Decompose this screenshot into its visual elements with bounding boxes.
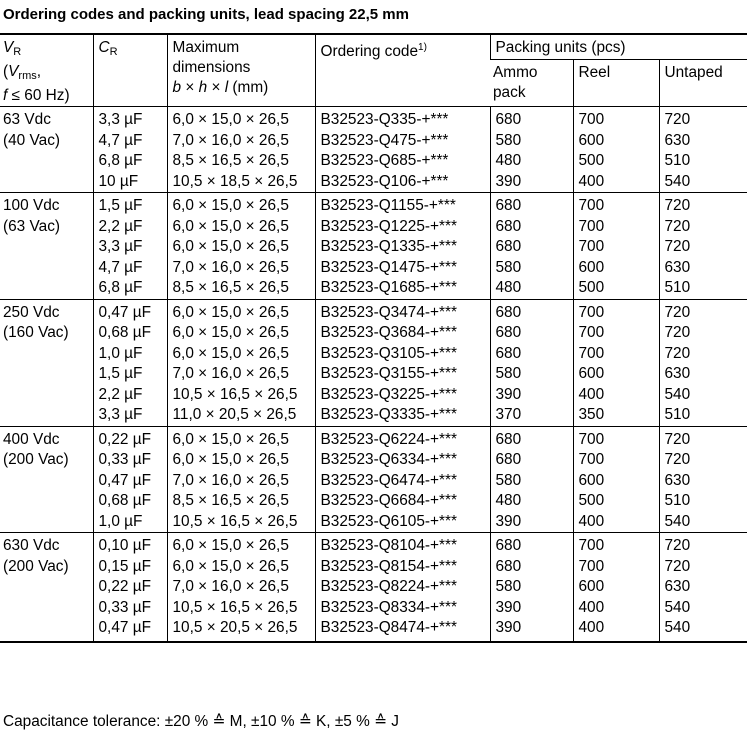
dimensions-cell: 7,0 × 16,0 × 26,5 (167, 131, 315, 152)
dimensions-cell: 10,5 × 18,5 × 26,5 (167, 172, 315, 193)
reel-cell: 500 (573, 151, 659, 172)
table-row (0, 151, 747, 172)
ammo-pack-cell: 680 (490, 323, 573, 344)
ammo-pack-cell: 390 (490, 598, 573, 619)
capacitance-cell: 0,22 µF (93, 426, 167, 450)
ammo-pack-cell: 580 (490, 577, 573, 598)
reel-cell: 400 (573, 385, 659, 406)
capacitance-cell: 0,33 µF (93, 598, 167, 619)
ordering-code-cell: B32523-Q1475-+*** (315, 258, 490, 279)
capacitance-cell: 0,47 µF (93, 618, 167, 642)
dimensions-cell: 6,0 × 15,0 × 26,5 (167, 193, 315, 217)
untaped-cell: 720 (659, 193, 747, 217)
capacitance-cell: 2,2 µF (93, 385, 167, 406)
table-row (0, 618, 747, 642)
reel-cell: 400 (573, 618, 659, 642)
dimensions-cell: 6,0 × 15,0 × 26,5 (167, 344, 315, 365)
untaped-cell: 540 (659, 512, 747, 533)
ammo-pack-cell: 680 (490, 237, 573, 258)
untaped-cell: 540 (659, 172, 747, 193)
dimensions-cell: 7,0 × 16,0 × 26,5 (167, 364, 315, 385)
table-row (0, 598, 747, 619)
voltage-ac: (200 Vac) (3, 557, 69, 575)
reel-cell: 700 (573, 344, 659, 365)
voltage-ac: (40 Vac) (3, 131, 61, 149)
table-row (0, 193, 747, 217)
voltage-ac: (160 Vac) (3, 324, 69, 341)
header-untaped: Untaped (659, 59, 747, 106)
untaped-cell: 720 (659, 344, 747, 365)
untaped-cell: 720 (659, 557, 747, 578)
ammo-pack-cell: 680 (490, 299, 573, 323)
table-row (0, 131, 747, 152)
voltage-cell (0, 533, 93, 557)
dimensions-cell: 8,5 × 16,5 × 26,5 (167, 151, 315, 172)
untaped-cell: 510 (659, 151, 747, 172)
capacitance-cell: 3,3 µF (93, 405, 167, 426)
ordering-code-cell: B32523-Q3225-+*** (315, 385, 490, 406)
ordering-code-cell: B32523-Q475-+*** (315, 131, 490, 152)
capacitance-cell: 2,2 µF (93, 217, 167, 238)
table-row (0, 344, 747, 365)
reel-cell: 600 (573, 364, 659, 385)
reel-cell: 700 (573, 193, 659, 217)
capacitance-cell: 1,0 µF (93, 512, 167, 533)
reel-cell: 400 (573, 598, 659, 619)
reel-cell: 700 (573, 323, 659, 344)
untaped-cell: 720 (659, 299, 747, 323)
header-packing-units: Packing units (pcs) (490, 34, 747, 59)
reel-cell: 700 (573, 237, 659, 258)
ammo-pack-cell: 680 (490, 450, 573, 471)
table-row (0, 512, 747, 533)
capacitance-cell: 4,7 µF (93, 258, 167, 279)
capacitance-cell: 0,47 µF (93, 471, 167, 492)
ordering-codes-table (0, 33, 747, 643)
untaped-cell: 720 (659, 450, 747, 471)
header-ammo-pack: Ammo pack (490, 59, 573, 106)
ordering-code-cell: B32523-Q6334-+*** (315, 450, 490, 471)
table-row (0, 172, 747, 193)
voltage-dc: 250 Vdc (3, 303, 60, 321)
voltage-cell (0, 323, 93, 344)
reel-cell: 500 (573, 278, 659, 299)
voltage-cell (0, 193, 93, 217)
capacitance-cell: 1,5 µF (93, 193, 167, 217)
voltage-cell (0, 237, 93, 258)
voltage-dc: 63 Vdc (3, 111, 51, 128)
dimensions-cell: 10,5 × 16,5 × 26,5 (167, 512, 315, 533)
header-row (0, 34, 747, 59)
voltage-cell (0, 278, 93, 299)
capacitance-cell: 10 µF (93, 172, 167, 193)
dimensions-cell: 10,5 × 20,5 × 26,5 (167, 618, 315, 642)
table-title: Ordering codes and packing units, lead spacing 22,5 mm (3, 6, 409, 23)
ammo-pack-cell: 680 (490, 557, 573, 578)
dimensions-cell: 6,0 × 15,0 × 26,5 (167, 533, 315, 557)
table-row (0, 577, 747, 598)
voltage-cell (0, 172, 93, 193)
voltage-ac: (63 Vac) (3, 217, 61, 235)
table-row (0, 385, 747, 406)
dimensions-cell: 7,0 × 16,0 × 26,5 (167, 258, 315, 279)
ordering-code-cell: B32523-Q3105-+*** (315, 344, 490, 365)
reel-cell: 700 (573, 450, 659, 471)
reel-cell: 600 (573, 577, 659, 598)
voltage-cell (0, 426, 93, 450)
dimensions-cell: 6,0 × 15,0 × 26,5 (167, 450, 315, 471)
table-row (0, 107, 747, 131)
capacitance-cell: 0,15 µF (93, 557, 167, 578)
dimensions-cell: 6,0 × 15,0 × 26,5 (167, 237, 315, 258)
capacitance-cell: 0,47 µF (93, 299, 167, 323)
header-rated-capacitance: $C_R$ (93, 34, 167, 107)
ammo-pack-cell: 580 (490, 131, 573, 152)
ammo-pack-cell: 680 (490, 533, 573, 557)
capacitance-cell: 1,5 µF (93, 364, 167, 385)
capacitance-cell: 0,68 µF (93, 491, 167, 512)
reel-cell: 700 (573, 299, 659, 323)
untaped-cell: 720 (659, 107, 747, 131)
capacitance-cell: 6,8 µF (93, 151, 167, 172)
dimensions-cell: 6,0 × 15,0 × 26,5 (167, 217, 315, 238)
ordering-code-cell: B32523-Q6105-+*** (315, 512, 490, 533)
table-row (0, 557, 747, 578)
untaped-cell: 630 (659, 471, 747, 492)
untaped-cell: 630 (659, 364, 747, 385)
ordering-code-cell: B32523-Q8154-+*** (315, 557, 490, 578)
ordering-code-cell: B32523-Q335-+*** (315, 107, 490, 131)
ammo-pack-cell: 680 (490, 426, 573, 450)
ammo-pack-cell: 480 (490, 278, 573, 299)
ordering-code-cell: B32523-Q1155-+*** (315, 193, 490, 217)
table-row (0, 323, 747, 344)
voltage-cell (0, 131, 93, 152)
untaped-cell: 720 (659, 533, 747, 557)
reel-cell: 700 (573, 217, 659, 238)
table-row (0, 299, 747, 323)
header-max-dimensions: Maximum dimensions b × h × l (mm) (167, 34, 315, 107)
table-row (0, 217, 747, 238)
voltage-cell (0, 217, 93, 238)
reel-cell: 600 (573, 258, 659, 279)
ordering-code-cell: B32523-Q1685-+*** (315, 278, 490, 299)
dimensions-cell: 6,0 × 15,0 × 26,5 (167, 426, 315, 450)
table-row (0, 237, 747, 258)
untaped-cell: 510 (659, 405, 747, 426)
untaped-cell: 720 (659, 217, 747, 238)
ammo-pack-cell: 580 (490, 471, 573, 492)
ordering-code-cell: B32523-Q8334-+*** (315, 598, 490, 619)
ammo-pack-cell: 390 (490, 512, 573, 533)
table-row (0, 533, 747, 557)
untaped-cell: 540 (659, 618, 747, 642)
ammo-pack-cell: 480 (490, 491, 573, 512)
reel-cell: 700 (573, 557, 659, 578)
ammo-pack-cell: 390 (490, 172, 573, 193)
dimensions-cell: 8,5 × 16,5 × 26,5 (167, 278, 315, 299)
ammo-pack-cell: 390 (490, 618, 573, 642)
ordering-code-cell: B32523-Q6224-+*** (315, 426, 490, 450)
dimensions-cell: 6,0 × 15,0 × 26,5 (167, 107, 315, 131)
reel-cell: 500 (573, 491, 659, 512)
reel-cell: 400 (573, 172, 659, 193)
ordering-code-cell: B32523-Q1335-+*** (315, 237, 490, 258)
voltage-cell (0, 151, 93, 172)
table-body (0, 107, 747, 642)
header-rated-voltage: $V_R$ ($V_{rms}$, f ≤ 60 Hz) (0, 34, 93, 107)
untaped-cell: 510 (659, 491, 747, 512)
untaped-cell: 630 (659, 131, 747, 152)
capacitance-cell: 1,0 µF (93, 344, 167, 365)
ammo-pack-cell: 370 (490, 405, 573, 426)
untaped-cell: 720 (659, 426, 747, 450)
table-row (0, 278, 747, 299)
ordering-code-cell: B32523-Q3155-+*** (315, 364, 490, 385)
voltage-dc: 100 Vdc (3, 197, 60, 214)
reel-cell: 700 (573, 533, 659, 557)
dimensions-cell: 8,5 × 16,5 × 26,5 (167, 491, 315, 512)
voltage-cell (0, 512, 93, 533)
capacitance-cell: 3,3 µF (93, 107, 167, 131)
voltage-cell (0, 598, 93, 619)
dimensions-cell: 11,0 × 20,5 × 26,5 (167, 405, 315, 426)
voltage-cell (0, 344, 93, 365)
ammo-pack-cell: 680 (490, 193, 573, 217)
ordering-code-cell: B32523-Q3335-+*** (315, 405, 490, 426)
reel-cell: 600 (573, 471, 659, 492)
ammo-pack-cell: 680 (490, 107, 573, 131)
untaped-cell: 540 (659, 385, 747, 406)
ordering-code-cell: B32523-Q685-+*** (315, 151, 490, 172)
capacitance-tolerance-note: Capacitance tolerance: ±20 % ≙ M, ±10 % ≙ K, ±5 % ≙ J (3, 713, 399, 730)
ordering-code-cell: B32523-Q106-+*** (315, 172, 490, 193)
capacitance-cell: 4,7 µF (93, 131, 167, 152)
ammo-pack-cell: 580 (490, 364, 573, 385)
ordering-code-cell: B32523-Q3684-+*** (315, 323, 490, 344)
capacitance-cell: 0,22 µF (93, 577, 167, 598)
ordering-code-cell: B32523-Q6474-+*** (315, 471, 490, 492)
reel-cell: 700 (573, 107, 659, 131)
table-row (0, 450, 747, 471)
table-row (0, 405, 747, 426)
ordering-code-cell: B32523-Q6684-+*** (315, 491, 490, 512)
ammo-pack-cell: 680 (490, 217, 573, 238)
table-row (0, 426, 747, 450)
dimensions-cell: 10,5 × 16,5 × 26,5 (167, 598, 315, 619)
table-row (0, 364, 747, 385)
reel-cell: 400 (573, 512, 659, 533)
ammo-pack-cell: 680 (490, 344, 573, 365)
dimensions-cell: 7,0 × 16,0 × 26,5 (167, 577, 315, 598)
voltage-cell (0, 364, 93, 385)
ammo-pack-cell: 580 (490, 258, 573, 279)
voltage-cell (0, 385, 93, 406)
capacitance-cell: 0,33 µF (93, 450, 167, 471)
untaped-cell: 510 (659, 278, 747, 299)
dimensions-cell: 10,5 × 16,5 × 26,5 (167, 385, 315, 406)
ordering-code-cell: B32523-Q8474-+*** (315, 618, 490, 642)
capacitance-cell: 3,3 µF (93, 237, 167, 258)
untaped-cell: 630 (659, 258, 747, 279)
ordering-code-cell: B32523-Q8104-+*** (315, 533, 490, 557)
untaped-cell: 630 (659, 577, 747, 598)
ordering-code-cell: B32523-Q1225-+*** (315, 217, 490, 238)
voltage-cell (0, 299, 93, 323)
dimensions-cell: 6,0 × 15,0 × 26,5 (167, 557, 315, 578)
reel-cell: 600 (573, 131, 659, 152)
dimensions-cell: 6,0 × 15,0 × 26,5 (167, 299, 315, 323)
voltage-ac: (200 Vac) (3, 451, 69, 468)
untaped-cell: 720 (659, 323, 747, 344)
table-row (0, 491, 747, 512)
dimensions-cell: 6,0 × 15,0 × 26,5 (167, 323, 315, 344)
reel-cell: 350 (573, 405, 659, 426)
voltage-dc: 400 Vdc (3, 430, 60, 448)
capacitance-cell: 0,10 µF (93, 533, 167, 557)
ordering-code-cell: B32523-Q8224-+*** (315, 577, 490, 598)
voltage-cell (0, 577, 93, 598)
ammo-pack-cell: 390 (490, 385, 573, 406)
capacitance-cell: 0,68 µF (93, 323, 167, 344)
ordering-code-cell: B32523-Q3474-+*** (315, 299, 490, 323)
voltage-cell (0, 107, 93, 131)
voltage-cell (0, 491, 93, 512)
voltage-cell (0, 405, 93, 426)
voltage-cell (0, 557, 93, 578)
voltage-cell (0, 471, 93, 492)
ammo-pack-cell: 480 (490, 151, 573, 172)
untaped-cell: 540 (659, 598, 747, 619)
dimensions-cell: 7,0 × 16,0 × 26,5 (167, 471, 315, 492)
untaped-cell: 720 (659, 237, 747, 258)
capacitance-cell: 6,8 µF (93, 278, 167, 299)
header-reel: Reel (573, 59, 659, 106)
voltage-cell (0, 258, 93, 279)
table-row (0, 471, 747, 492)
reel-cell: 700 (573, 426, 659, 450)
header-ordering-code: Ordering code$^{1)}$ (315, 34, 490, 107)
voltage-cell (0, 450, 93, 471)
table-row (0, 258, 747, 279)
voltage-cell (0, 618, 93, 642)
voltage-dc: 630 Vdc (3, 537, 60, 554)
